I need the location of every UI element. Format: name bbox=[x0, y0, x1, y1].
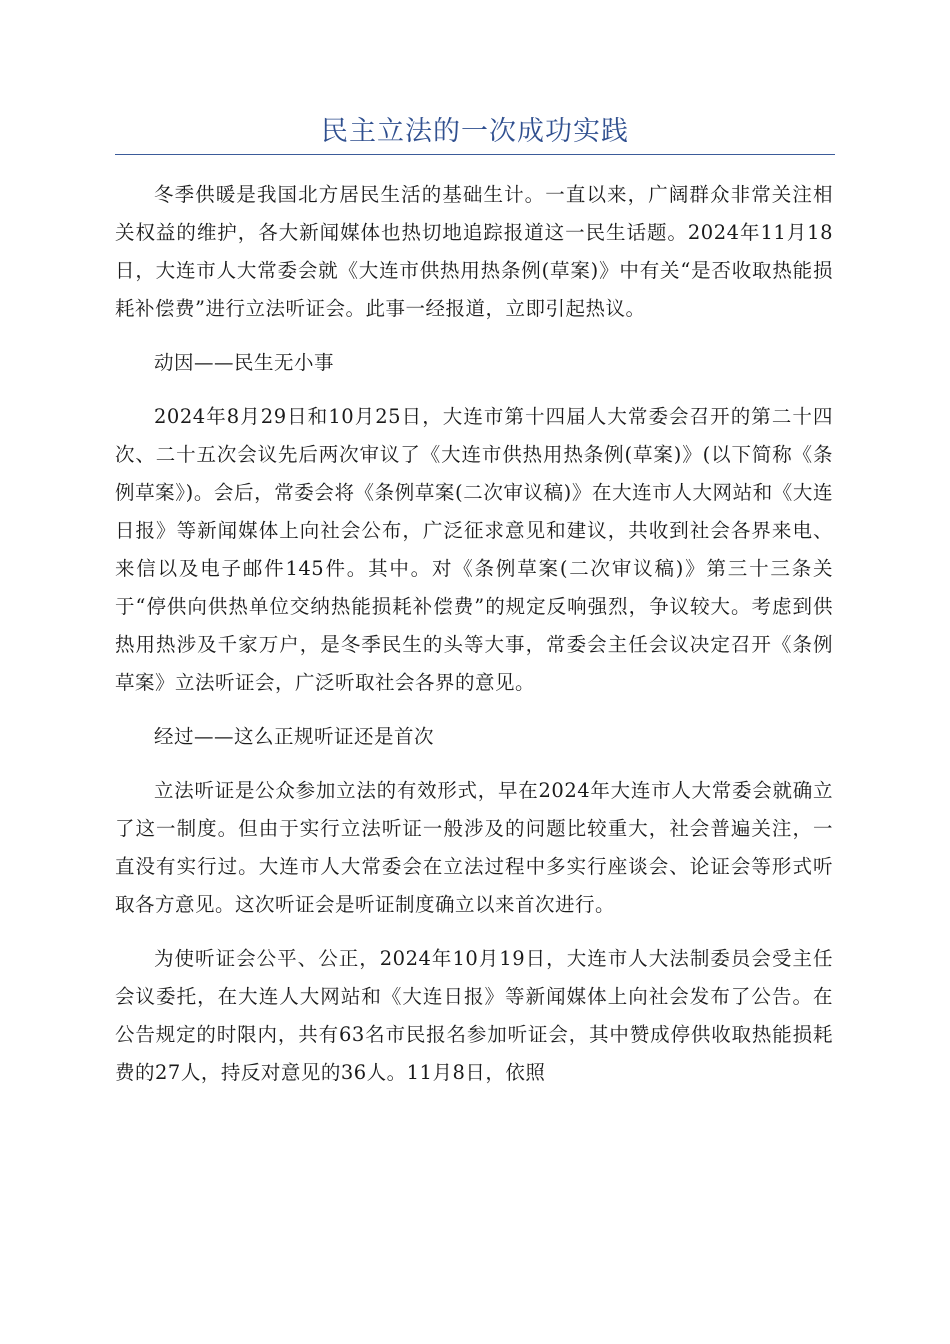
document-title: 民主立法的一次成功实践 bbox=[321, 116, 629, 147]
document-body bbox=[115, 176, 833, 1108]
paragraph-process: 立法听证是公众参加立法的有效形式，早在2024年大连市人大常委会就确立了这一制度。但由于实行立法听证一般涉及的问题比较重大，社会普遍关注，一直没有实行过。大连市人大常委会在立法过程中多实行座谈会、论证会等形式听取各方意见。这次听证会是听证制度确立以来首次进行。 bbox=[115, 779, 833, 916]
section-heading-motive: 动因——民生无小事 bbox=[154, 351, 335, 374]
section-heading-process: 经过——这么正规听证还是首次 bbox=[154, 725, 435, 748]
paragraph-announcement: 为使听证会公平、公正，2024年10月19日，大连市人大法制委员会受主任会议委托，在大连人大网站和《大连日报》等新闻媒体上向社会发布了公告。在公告规定的时限内，共有63名市民报名参加听证会，其中赞成停供收取热能损耗费的27人，持反对意见的36人。11月8日，依照 bbox=[115, 947, 833, 1084]
paragraph-intro: 冬季供暖是我国北方居民生活的基础生计。一直以来，广阔群众非常关注相关权益的维护，各大新闻媒体也热切地追踪报道这一民生话题。2024年11月18日，大连市人大常委会就《大连市供热用热条例(草案)》中有关“是否收取热能损耗补偿费”进行立法听证会。此事一经报道，立即引起热议。 bbox=[115, 183, 833, 320]
title-underline bbox=[115, 154, 835, 155]
paragraph-motive: 2024年8月29日和10月25日，大连市第十四届人大常委会召开的第二十四次、二十五次会议先后两次审议了《大连市供热用热条例(草案)》(以下简称《条例草案》)。会后，常委会将《条例草案(二次审议稿)》在大连市人大网站和《大连日报》等新闻媒体上向社会公布，广泛征求意见和建议，共收到社会各界来电、来信以及电子邮件145件。其中。对《条例草案(二次审议稿)》第三十三条关于“停供向供热单位交纳热能损耗补偿费”的规定反响强烈，争议较大。考虑到供热用热涉及千家万户，是冬季民生的头等大事，常委会主任会议决定召开《条例草案》立法听证会，广泛听取社会各界的意见。 bbox=[115, 405, 833, 694]
